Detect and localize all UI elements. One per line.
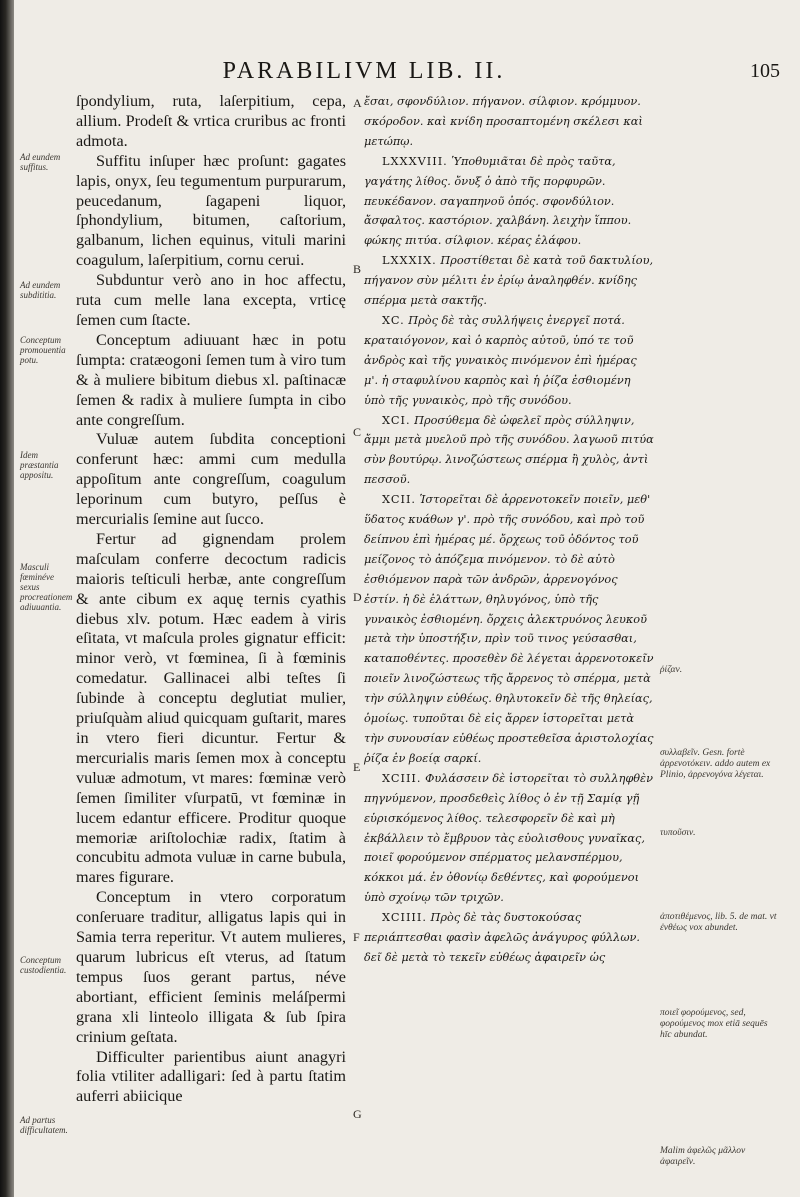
greek-paragraph [364, 908, 654, 968]
greek-paragraph [364, 490, 654, 769]
chapter-numeral: XCIIII. [382, 911, 427, 925]
latin-paragraph: ſpondylium, ruta, laſerpitium, cepa, allium. Prodeſt & vrtica cruribus ac fronti admota. [76, 92, 346, 150]
margin-note-left: Ad eundem subdititia. [20, 280, 61, 300]
margin-note-right: ῥίζαν. [660, 665, 683, 675]
section-letter: A [353, 96, 362, 110]
latin-paragraph: Conceptum adiuuant hæc in potu ſumpta: cratæogoni ſemen tum à viro tum & à muliere bibitum diebus xl. paſtinacæ ſemen & radix à muliere ſumpta in cibo ante congreſſum. [76, 330, 346, 429]
greek-column [364, 92, 654, 968]
greek-text: Πρὸς δὲ τὰς συλλήψεις ἐνεργεῖ ποτά. κραταιόγονον, καὶ ὁ καρπὸς αὐτοῦ, ὑπό τε τοῦ ἀνδρὸς καὶ τῆς γυναικὸς πινόμενον ἐπὶ ἡμέρας μ'. ἡ σταφυλίνου καρπὸς καὶ ἡ ῥίζα ἐσθιομένη ὑπὸ τῆς γυναικὸς, πρὸ τῆς συνόδου. [364, 313, 637, 407]
page-header [14, 58, 800, 88]
greek-paragraph [364, 769, 654, 908]
greek-text: ἔσαι, σφονδύλιον. πήγανον. σίλφιον. κρόμμυον. σκόροδον. καὶ κνίδη προσαπτομένη σκέλεσι καὶ μετώπῳ. [364, 95, 643, 148]
greek-text: Ἱστορεῖται δὲ ἀρρενοτοκεῖν ποιεῖν, μεθ' ὕδατος κυάθων γ'. πρὸ τῆς συνόδου, καὶ πρὸ τοῦ δείπνου ἐπὶ ἡμέρας μέ. ὄρχεως τοῦ ὀδόντος τοῦ μείζονος τὸ ἀπόζεμα πινόμενον. τὸ δὲ αὐτὸ ἐσθιόμενον παρὰ τῶν ἀνδρῶν, ἀρρενογόνος ἐστίν. ἡ δὲ ἐλάττων, θηλυγόνος, ὑπὸ τῆς γυναικὸς ἐσθιομένη. ὄρχεις ἀλεκτρυόνος λευκοῦ μετὰ τὴν ὑποστήξιν, πρὶν τοῦ τινος γεύσασθαι, καταποθέντες. προσεθὲν δὲ λέγεται ἀρρενοτοκεῖν ποιεῖν λινοζώστεως τῆς ἄρρενος τὸ σπέρμα, μετὰ τὴν σύλληψιν εὐθέως. θηλυτοκεῖν δὲ τῆς θηλείας, ὁμοίως. τυποῦται δὲ εἰς ἄρρεν ἱστορεῖται μετὰ τὴν συνουσίαν εὐθέως προστεθεῖσα ἀριστολοχίας ῥίζα ἐν βοείᾳ σαρκί. [364, 493, 654, 765]
greek-text: Φυλάσσειν δὲ ἱστορεῖται τὸ συλληφθὲν πηγνύμενον, προσδεθεὶς λίθος ὁ ἐν τῇ Σαμίᾳ γῇ εὑρισκόμενος λίθος. τελεσφορεῖν δὲ καὶ μὴ ἐκβάλλειν τὸ ἔμβρυον τὰς εὐολισθους γυναῖκας, ποιεῖ φορούμενον σπέρματος μελανσπέρμου, κόκκοι μά. ἐν ὀθονίῳ δεθέντες, καὶ φορούμενοι ὑπὸ σχοίνῳ τῶν τριχῶν. [364, 771, 653, 905]
margin-note-right: τυποῦσιν. [660, 828, 696, 838]
margin-note-left: Idem præstantia appositu. [20, 450, 59, 480]
section-letter: E [353, 760, 361, 774]
greek-text: Ὑποθυμιᾶται δὲ πρὸς ταῦτα, γαγάτης λίθος. ὄνυξ ὁ ἀπὸ τῆς πορφυρῶν. πευκέδανον. σαγαπηνοῦ ὀπός. σφονδύλιον. ἄσφαλτος. καστόριον. χαλβάνη. λειχὴν ἵππου. φώκης πιτύα. σίλφιον. κέρας ἐλάφου. [364, 154, 632, 248]
section-letter: D [353, 590, 362, 604]
margin-note-left: Conceptum promouentia potu. [20, 335, 66, 365]
section-letter: F [353, 930, 360, 944]
margin-note-left: Conceptum custodientia. [20, 955, 67, 975]
book-page [14, 0, 800, 1197]
latin-column [76, 92, 346, 1107]
margin-note-left: Masculi fœminéve sexus procreationem adiuuantia. [20, 562, 73, 612]
chapter-numeral: XCI. [382, 413, 411, 427]
chapter-numeral: XC. [382, 313, 405, 327]
latin-paragraph: Subduntur verò ano in hoc affectu, ruta cum melle lana excepta, vrticę ſemen cum ſtacte. [76, 271, 346, 329]
greek-text: Προστίθεται δὲ κατὰ τοῦ δακτυλίου, πήγανον σὺν μέλιτι ἐν ἐρίῳ ἀναληφθέν. κνίδης σπέρμα μετὰ σακτῆς. [364, 254, 654, 308]
chapter-numeral: XCIII. [382, 771, 422, 785]
chapter-numeral: XCII. [382, 493, 417, 507]
chapter-numeral: LXXXIX. [382, 254, 437, 268]
running-title: PARABILIVM LIB. II. [222, 58, 506, 84]
book-binding-shadow [0, 0, 14, 1197]
greek-paragraph [364, 251, 654, 311]
greek-text: Προσύθεμα δὲ ὠφελεῖ πρὸς σύλληψιν, ἄμμι μετὰ μυελοῦ πρὸ τῆς συνόδου. λαγωοῦ πιτύα σὺν βουτύρῳ. λινοζώστεως σπέρμα ἢ χυλὸς, ἀντὶ πεσσοῦ. [364, 413, 654, 487]
chapter-numeral: LXXXVIII. [382, 154, 448, 168]
greek-paragraph [364, 152, 654, 252]
latin-paragraph: Vuluæ autem ſubdita conceptioni conferunt hæc: ammi cum medulla appoſitum ante congreſſum, coagulum leporinum cum butyro, peſſus è mercurialis ſemine aut ſucco. [76, 430, 346, 529]
margin-note-right: ποιεῖ φορούμενος, sed, φορούμενος mox etiā sequēs hīc abundat. [660, 1008, 768, 1040]
section-letter: G [353, 1107, 362, 1121]
margin-note-left: Ad partus difficultatem. [20, 1115, 68, 1135]
greek-paragraph [364, 411, 654, 491]
latin-paragraph: Difficulter parientibus aiunt anagyri folia vtiliter adalligari: ſed à partu ſtatim auferri abiicique [76, 1047, 346, 1106]
section-letter: C [353, 425, 362, 439]
greek-paragraph [364, 92, 654, 152]
page-number: 105 [750, 60, 780, 82]
margin-note-right: συλλαβεῖν. Gesn. fortè ἀρρενοτόκειν. addo autem ex Plinio, ἀρρενογόνα λέγεται. [660, 748, 771, 780]
margin-note-right: Malim ἀφελῶς μᾶλλον ἀφαιρεῖν. [660, 1146, 746, 1167]
margin-note-right: ἀποτιθέμενος, lib. 5. de mat. vt ἐνθέως vox abundet. [660, 912, 777, 933]
latin-paragraph: Fertur ad gignendam prolem maſculam conferre decoctum radicis maioris teſticuli herbæ, ante congreſſum & ante cibum ex aquę ternis cyathis diebus xlv. potum. Hæc eadem à viris eſitata, vt maſcula proles gignatur efficit: minor verò, vt fœminea, ſi à fœminis comedatur. Gallinacei albi teſtes ſi ſubinde à conceptu deglutiat mulier, priuſquàm aliud quicquam guſtarit, mares in vtero fieri dicuntur. Fertur & mercurialis maris ſemen mox à conceptu vuluæ admotum, vt mares: fœminæ verò ſemen ſimiliter vſurpatū, vt fœminæ in lucem edantur efficere. Proditur quoque memoriæ ariſtolochiæ radix, ſtatim à concubitu admota vuluæ in carne bubula, mares figurare. [76, 529, 346, 887]
greek-text: Πρὸς δὲ τὰς δυστοκούσας περιάπτεσθαι φασὶν ἀφελῶς ἀνάγυρος φύλλων. δεῖ δὲ μετὰ τὸ τεκεῖν εὐθέως ἀφαιρεῖν ὡς [364, 911, 640, 964]
latin-paragraph: Suffitu inſuper hæc proſunt: gagates lapis, onyx, ſeu tegumentum purpurarum, peucedanum, ſagapeni liquor, ſphondylium, bitumen, caſtorium, galbanum, lichen equinus, vituli marini coagulum, laſerpitium, cornu cerui. [76, 151, 346, 270]
margin-note-left: Ad eundem suffitus. [20, 152, 61, 172]
section-letter: B [353, 262, 362, 276]
greek-paragraph [364, 311, 654, 411]
latin-paragraph: Conceptum in vtero corporatum conſeruare traditur, alligatus lapis qui in Samia terra reperitur. Vt autem mulieres, quarum lubricus eſt vterus, ad ſtatum tempus ſuos gerant partus, néve abortiant, efficient ſeminis meláſpermi grana xli linteolo illigata & ſub ſpira crinium geſtata. [76, 888, 346, 1046]
